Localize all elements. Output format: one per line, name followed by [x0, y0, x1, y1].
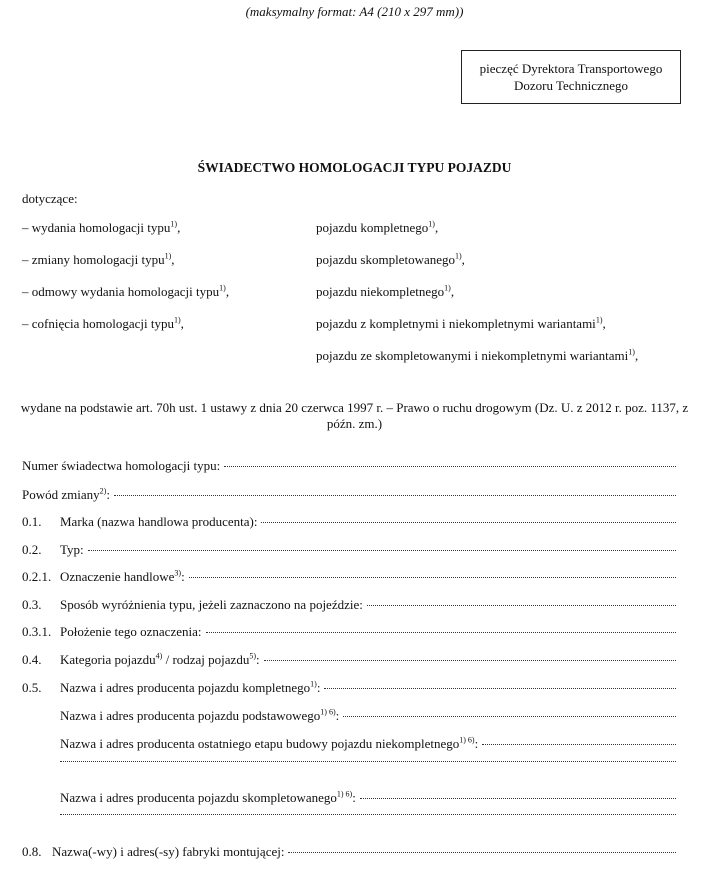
- field-0-2-1-label: Oznaczenie handlowe$^{3)}$:: [60, 568, 185, 584]
- reason-fill-line[interactable]: [114, 495, 676, 496]
- field-0-3-fill-line[interactable]: [367, 605, 676, 606]
- stamp-line-1: pieczęć Dyrektora Transportowego: [479, 61, 663, 76]
- option-change: – zmiany homologacji typu$^{1)}$,: [22, 251, 175, 267]
- field-0-5-base-fill-line[interactable]: [343, 716, 676, 717]
- field-0-5-continuation-fill-line[interactable]: [60, 761, 676, 762]
- field-0-5-completed-label: Nazwa i adres producenta pojazdu skompletowanego$^{1) 6)}$:: [60, 789, 356, 805]
- option-refusal: – odmowy wydania homologacji typu$^{1)}$,: [22, 283, 230, 299]
- field-0-3-label: Sposób wyróżnienia typu, jeżeli zaznaczono na pojeździe:: [60, 597, 363, 612]
- field-0-4[interactable]: [22, 652, 676, 668]
- reason-label: Powód zmiany$^{2)}$:: [22, 486, 110, 502]
- field-0-1-fill-line[interactable]: [261, 522, 676, 523]
- field-0-1-number: 0.1.: [22, 514, 42, 529]
- field-0-5-last-stage-label: Nazwa i adres producenta ostatniego etapu budowy pojazdu niekompletnego$^{1) 6)}$:: [60, 735, 479, 751]
- reason-field[interactable]: [22, 487, 676, 503]
- document-title: ŚWIADECTWO HOMOLOGACJI TYPU POJAZDU: [197, 160, 512, 175]
- cert-number-fill-line[interactable]: [224, 466, 676, 467]
- field-0-2-1-number: 0.2.1.: [22, 569, 52, 584]
- field-0-5-completed-fill-line[interactable]: [360, 798, 676, 799]
- option-issue: – wydania homologacji typu$^{1)}$,: [22, 219, 181, 235]
- field-0-8-fill-line[interactable]: [288, 852, 676, 853]
- field-0-5-complete-fill-line[interactable]: [324, 688, 676, 689]
- field-0-5-base[interactable]: [60, 708, 676, 724]
- field-0-5-last-stage-fill-line[interactable]: [482, 744, 676, 745]
- field-0-8-label: Nazwa(-wy) i adres(-sy) fabryki montującej:: [52, 844, 285, 859]
- field-0-5-complete[interactable]: [22, 680, 676, 696]
- field-0-3-1-number: 0.3.1.: [22, 624, 52, 639]
- field-0-4-number: 0.4.: [22, 652, 42, 667]
- field-0-2-number: 0.2.: [22, 542, 42, 557]
- field-0-2[interactable]: [22, 542, 676, 558]
- option-incomplete-vehicle: pojazdu niekompletnego$^{1)}$,: [316, 283, 455, 299]
- field-0-3-1-fill-line[interactable]: [206, 632, 677, 633]
- field-0-3-number: 0.3.: [22, 597, 42, 612]
- field-0-5-last-stage[interactable]: [60, 736, 676, 752]
- field-0-4-fill-line[interactable]: [264, 660, 676, 661]
- field-0-1-label: Marka (nazwa handlowa producenta):: [60, 514, 258, 529]
- field-0-8[interactable]: [22, 844, 676, 860]
- field-0-3-1[interactable]: [22, 624, 676, 640]
- cert-number-label: Numer świadectwa homologacji typu:: [22, 458, 221, 473]
- field-0-5-last-stage-continuation[interactable]: [60, 764, 676, 765]
- field-0-5-completed[interactable]: [60, 790, 676, 806]
- field-0-2-1-fill-line[interactable]: [189, 577, 676, 578]
- option-complete-incomplete-variants: pojazdu z kompletnymi i niekompletnymi wariantami$^{1)}$,: [316, 315, 606, 331]
- field-0-5-complete-label: Nazwa i adres producenta pojazdu kompletnego$^{1)}$:: [60, 679, 321, 695]
- field-0-3-1-label: Położenie tego oznaczenia:: [60, 624, 202, 639]
- field-0-3[interactable]: [22, 597, 676, 613]
- option-completed-incomplete-variants: pojazdu ze skompletowanymi i niekompletnymi wariantami$^{1)}$,: [316, 347, 639, 363]
- legal-basis: wydane na podstawie art. 70h ust. 1 ustawy z dnia 20 czerwca 1997 r. – Prawo o ruchu drogowym (Dz. U. z 2012 r. poz. 1137, z późn. zm.): [20, 400, 689, 431]
- cert-number-field[interactable]: [22, 458, 676, 474]
- field-0-1[interactable]: [22, 514, 676, 530]
- field-0-8-number: 0.8.: [22, 844, 42, 859]
- stamp-box: [461, 50, 681, 104]
- field-0-2-1[interactable]: [22, 569, 676, 585]
- concerning-label: dotyczące:: [22, 191, 78, 206]
- option-completed-vehicle: pojazdu skompletowanego$^{1)}$,: [316, 251, 465, 267]
- field-0-2-fill-line[interactable]: [88, 550, 676, 551]
- field-0-5-completed-continuation[interactable]: [60, 817, 676, 818]
- field-0-5-number: 0.5.: [22, 680, 42, 695]
- field-0-2-label: Typ:: [60, 542, 84, 557]
- field-0-4-label: Kategoria pojazdu$^{4)}$ / rodzaj pojazdu$^{5)}$:: [60, 651, 260, 667]
- option-complete-vehicle: pojazdu kompletnego$^{1)}$,: [316, 219, 439, 235]
- field-0-5-base-label: Nazwa i adres producenta pojazdu podstawowego$^{1) 6)}$:: [60, 707, 340, 723]
- format-note: (maksymalny format: A4 (210 x 297 mm)): [245, 4, 464, 19]
- stamp-line-2: Dozoru Technicznego: [514, 78, 628, 93]
- field-0-5-completed-continuation-fill-line[interactable]: [60, 814, 676, 815]
- option-withdrawal: – cofnięcia homologacji typu$^{1)}$,: [22, 315, 184, 331]
